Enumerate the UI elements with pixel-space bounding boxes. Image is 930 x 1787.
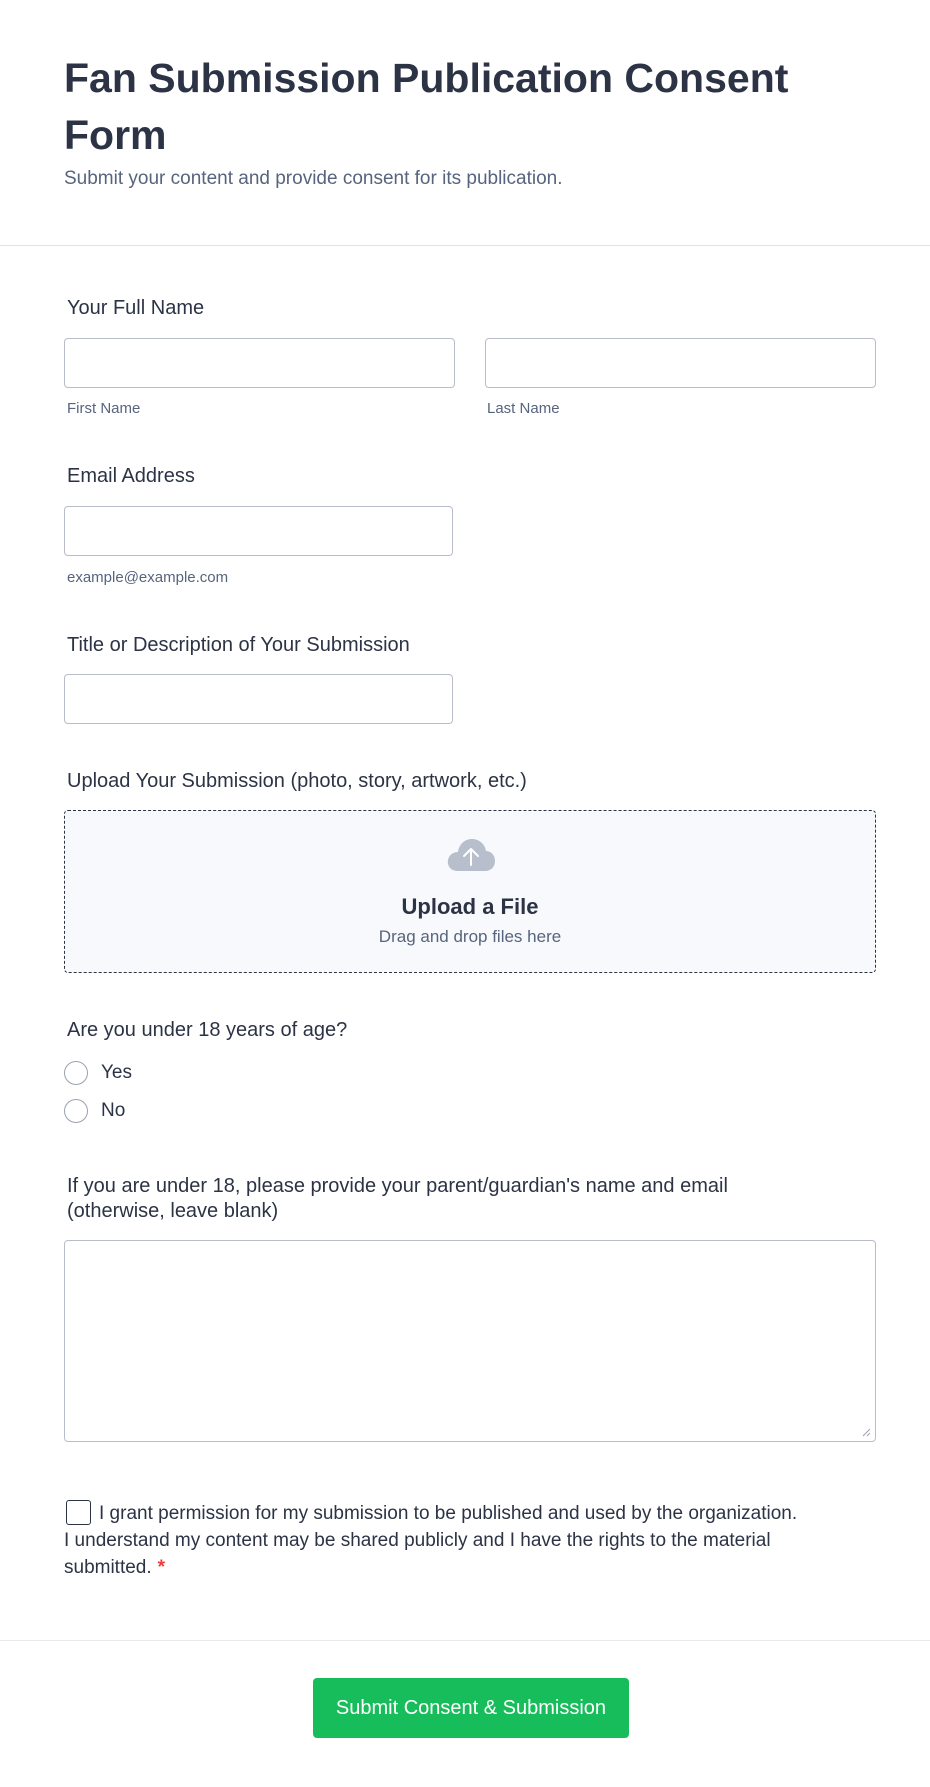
upload-label: Upload Your Submission (photo, story, artwork, etc.): [67, 770, 527, 792]
first-name-input[interactable]: [64, 338, 455, 388]
email-input[interactable]: [64, 506, 453, 556]
guardian-textarea[interactable]: [64, 1240, 876, 1442]
radio-option-yes[interactable]: [64, 1060, 132, 1086]
form-header: [0, 0, 930, 246]
upload-title: Upload a File: [401, 894, 539, 919]
resize-grip-icon[interactable]: [862, 1428, 871, 1437]
full-name-label: Your Full Name: [67, 297, 205, 319]
email-sublabel: example@example.com: [67, 569, 229, 586]
file-upload-dropzone[interactable]: [64, 810, 876, 973]
submission-title-input[interactable]: [64, 674, 453, 724]
submission-title-label: Title or Description of Your Submission: [67, 634, 410, 656]
radio-yes-label: Yes: [101, 1062, 132, 1083]
consent-block: [64, 1500, 804, 1581]
radio-no[interactable]: [64, 1099, 88, 1123]
radio-option-no[interactable]: [64, 1098, 125, 1124]
cloud-upload-icon: [446, 837, 496, 873]
upload-subtitle: Drag and drop files here: [378, 927, 562, 946]
last-name-input[interactable]: [485, 338, 876, 388]
consent-checkbox[interactable]: [66, 1500, 91, 1525]
guardian-label: If you are under 18, please provide your parent/guardian's name and email (otherwise, leave blank): [67, 1175, 728, 1222]
email-label: Email Address: [67, 465, 195, 487]
page-title: Fan Submission Publication Consent Form: [64, 55, 789, 158]
last-name-sublabel: Last Name: [487, 400, 560, 417]
radio-no-label: No: [101, 1100, 126, 1121]
submit-button[interactable]: Submit Consent & Submission: [313, 1678, 629, 1738]
under-18-label: Are you under 18 years of age?: [67, 1019, 348, 1041]
consent-text: I grant permission for my submission to be published and used by the organization. I understand my content may be shared publicly and I have the rights to the material submitted.: [64, 1503, 798, 1578]
radio-yes[interactable]: [64, 1061, 88, 1085]
first-name-sublabel: First Name: [67, 400, 141, 417]
page-subtitle: Submit your content and provide consent for its publication.: [64, 168, 563, 189]
required-mark: *: [157, 1557, 166, 1578]
footer-divider: [0, 1640, 930, 1641]
